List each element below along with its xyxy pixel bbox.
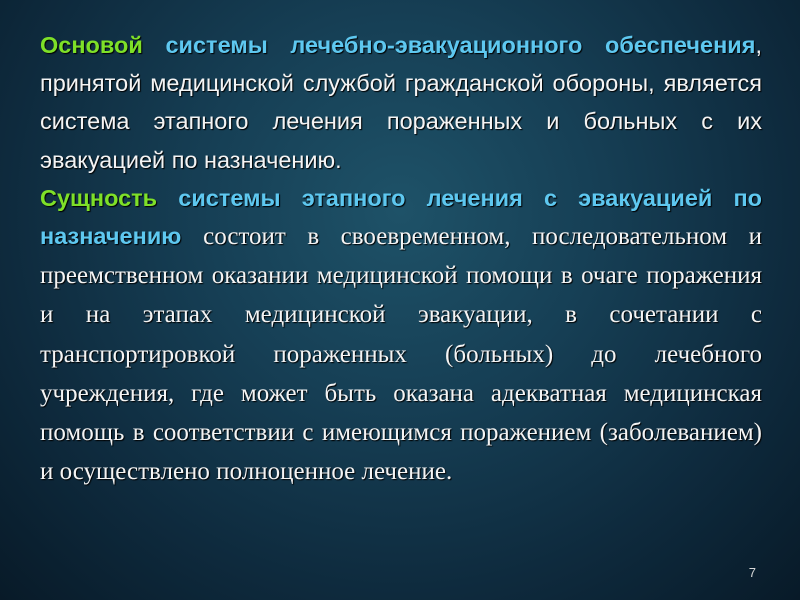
paragraph2-lead: Сущность [40,184,158,211]
paragraph-essence [40,179,762,492]
page-number: 7 [748,565,756,580]
paragraph2-subject: системы этапного лечения с эвакуацией по назначению [40,184,763,250]
paragraph1-subject: системы лечебно-эвакуационного обеспечения [165,32,756,58]
paragraph-evacuation-basis [40,26,762,179]
paragraph1-rest: , принятой медицинской службой гражданской обороны, является система этапного лечения пораженных и больных с их эвакуацией по назначению. [40,32,762,173]
slide-body [40,26,762,491]
paragraph1-lead: Основой [40,32,143,58]
paragraph2-rest: состоит в своевременном, последовательном и преемственном оказании медицинской помощи в очаге поражения и на этапах медицинской эвакуации, в сочетании с транспортировкой пораженных (больных) до лечебного учреждения, где может быть оказана адекватная медицинская помощь в соответствии с имеющимся поражением (заболеванием) и осуществлено полноценное лечение. [40,223,762,486]
